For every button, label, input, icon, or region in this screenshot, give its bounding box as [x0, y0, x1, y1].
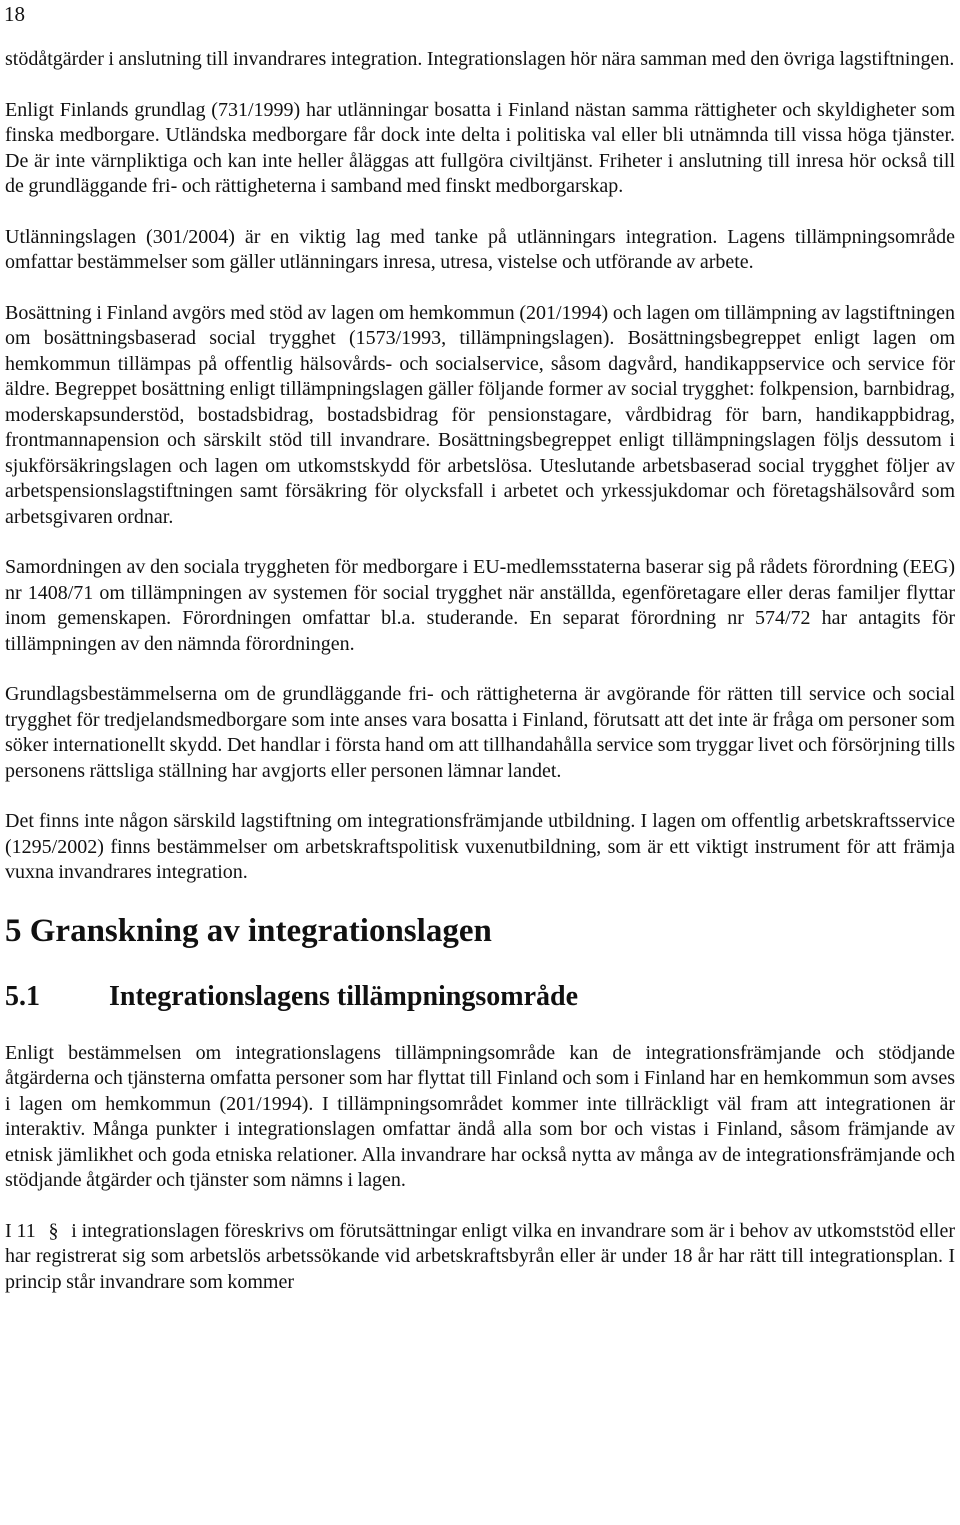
- section-title: Integrationslagens tillämpningsområde: [109, 980, 579, 1012]
- paragraph-start: I 11: [5, 1219, 36, 1242]
- paragraph-continued: stödåtgärder i anslutning till invandrares integration. Integrationslagen hör nära samman med den övriga lagstiftningen.: [5, 48, 955, 70]
- section-heading: [5, 979, 955, 1015]
- page-content: [5, 47, 955, 1320]
- paragraph-fundamental-rights: Grundlagsbestämmelserna om de grundläggande fri- och rättigheterna är avgörande för rätten till service och social trygghet för tredjelandsmedborgare som inte anses vara bosatta i Finland, förutsatt att det inte är fråga om personer som söker internationellt skydd. Det handlar i första hand om att tillhandahålla service som tryggar livet och försörjning tills personens rättsliga ställning har avgjorts eller personen lämnar landet.: [5, 683, 955, 782]
- paragraph-integration-plan: [5, 1219, 955, 1296]
- paragraph-residence: Bosättning i Finland avgörs med stöd av lagen om hemkommun (201/1994) och lagen om tillämpning av lagstiftningen om bosättningsbaserad social trygghet (1573/1993, tillämpningslagen). Bosättningsbegreppet enligt lagen om hemkommun tillämpas på offentlig hälsovårds- och socialservice, såsom dagvård, handikappservice och service för äldre. Begreppet bosättning enligt tillämpningslagen gäller följande former av social trygghet: folkpension, barnbidrag, moderskapsunderstöd, bostadsbidrag, bostadsbidrag för pensionstagare, vårdbidrag för barn, handikappbidrag, frontmannapension och särskilt stöd till invandrare. Bosättningsbegreppet enligt tillämpningslagen följs dessutom i sjukförsäkringslagen och lagen om utkomstskydd för arbetslösa. Uteslutande arbetsbaserad social trygghet följer av arbetspensionslagstiftningen samt försäkring för olycksfall i arbetet och yrkessjukdomar och företagshälsovård som arbetsgivaren ordnar.: [5, 301, 955, 528]
- paragraph-aliens-act: Utlänningslagen (301/2004) är en viktig lag med tanke på utlänningars integration. Lagens tillämpningsområde omfattar bestämmelser som gäller utlänningars inresa, utresa, vistelse och utförande av arbete.: [5, 225, 955, 273]
- paragraph-constitution: Enligt Finlands grundlag (731/1999) har utlänningar bosatta i Finland nästan samma rättigheter och skyldigheter som finska medborgare. Utländska medborgare får dock inte delta i politiska val eller bli utnämnda till vissa höga tjänster. De är inte värnpliktiga och kan inte heller åläggas att fullgöra civiltjänst. Friheter i anslutning till inresa hör också till de grundläggande fri- och rättigheterna i samband med finskt medborgarskap.: [5, 98, 955, 197]
- paragraph-training: Det finns inte någon särskild lagstiftning om integrationsfrämjande utbildning. I lagen om offentlig arbetskraftsservice (1295/2002) finns bestämmelser om arbetskraftspolitisk vuxenutbildning, som är ett viktigt instrument för att främja vuxna invandrares integration.: [5, 810, 955, 883]
- paragraph-eu-coordination: Samordningen av den sociala tryggheten för medborgare i EU-medlemsstaterna baserar sig på rådets förordning (EEG) nr 1408/71 om tillämpningen av systemen för social trygghet när anställda, egenföretagare eller deras familjer flyttar inom gemenskapen. Förordningen omfattar bl.a. studerande. En separat förordning nr 574/72 har antagits för tillämpningen av den nämnda förordningen.: [5, 556, 955, 655]
- paragraph-scope: Enligt bestämmelsen om integrationslagens tillämpningsområde kan de integrationsfrämjande och stödjande åtgärderna och tjänsterna omfatta personer som har flyttat till Finland och som i Finland har en hemkommun som avses i lagen om hemkommun (201/1994). I tillämpningsområdet kommer inte tillräckligt väl fram att integrationen är interaktiv. Många punkter i integrationslagen omfattar ändå alla som bor och vistas i Finland, såsom främjande av etnisk jämlikhet och goda etniska relationer. Alla invandrare har också nytta av många av de integrationsfrämjande och stödjande åtgärder och tjänster som nämns i lagen.: [5, 1041, 955, 1191]
- chapter-heading: 5 Granskning av integrationslagen: [5, 912, 492, 949]
- page-number: 18: [4, 2, 25, 26]
- section-sign-icon: §: [48, 1219, 59, 1242]
- section-number: 5.1: [5, 980, 40, 1012]
- paragraph-rest: i integrationslagen föreskrivs om förutsättningar enligt vilka en invandrare som är i behov av utkomststöd eller har registrerat sig som arbetslös arbetssökande vid arbetskraftsbyrån eller är under 18 år har rätt till integrationsplan. I princip står invandrare som kommer: [5, 1219, 955, 1293]
